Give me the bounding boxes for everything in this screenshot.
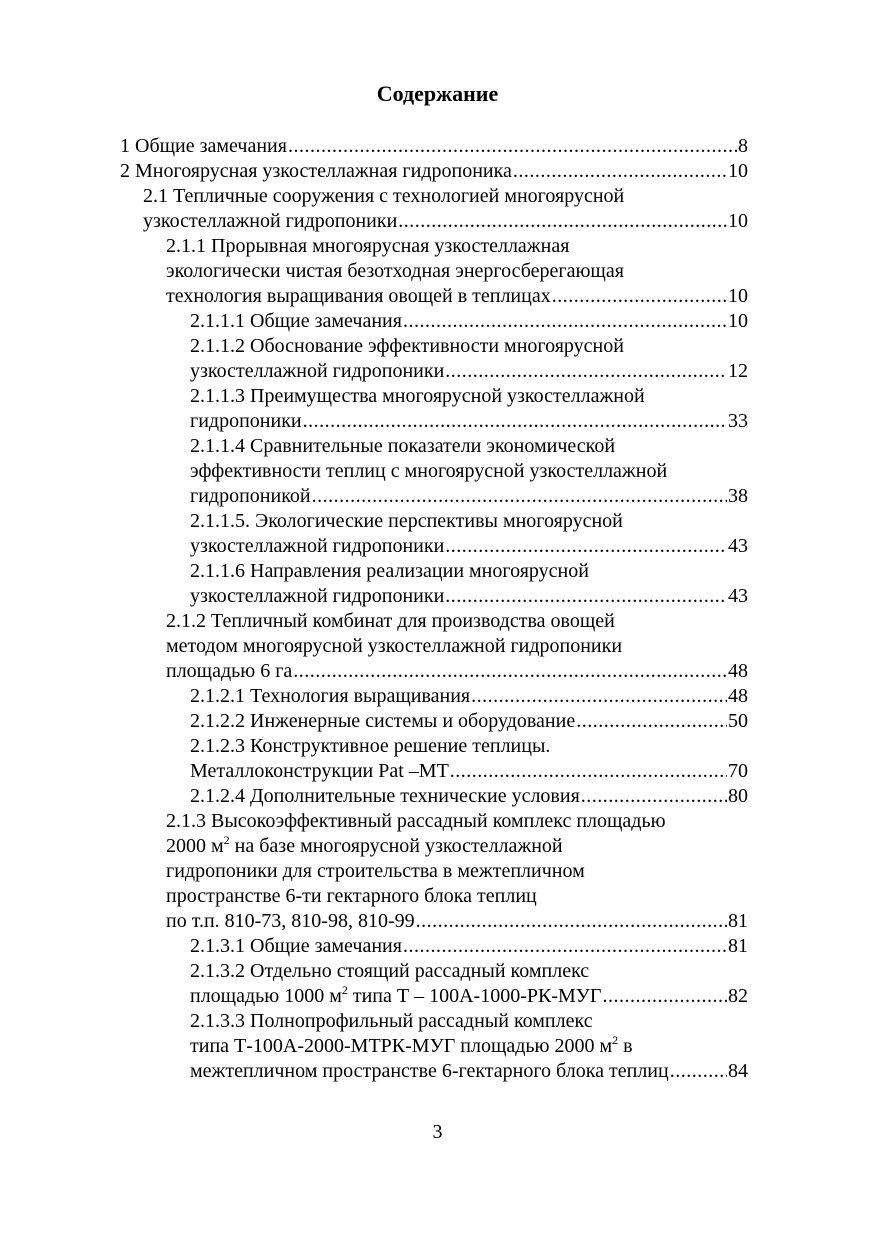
toc-entry-text: гидропоникой (190, 485, 311, 507)
toc-entry[interactable] (190, 434, 748, 509)
toc-entry-row (190, 584, 748, 609)
toc-entry-row (190, 684, 748, 709)
dot-leader (471, 684, 727, 709)
toc-entry-text: пространстве 6-ти гектарного блока теплиц (166, 885, 537, 907)
toc-entry-text: Металлоконструкции Pat –МТ (190, 760, 449, 782)
dot-leader (445, 359, 727, 384)
toc-entry-row (143, 209, 748, 234)
toc-entry-text: гидропоники для строительства в межтепличном (166, 860, 585, 882)
toc-entry-row (120, 159, 748, 184)
dot-leader (552, 284, 727, 309)
toc-entry-text: 2.1.1.4 Сравнительные показатели экономической (190, 435, 616, 457)
toc-entry[interactable] (120, 134, 748, 159)
dot-leader (576, 709, 727, 734)
toc-entry-text: по т.п. 810-73, 810-98, 810-99 (166, 910, 415, 932)
toc-entry-row (120, 134, 748, 159)
toc-entry-text: 1 Общие замечания (120, 135, 287, 157)
dot-leader (312, 484, 727, 509)
toc-entry[interactable] (190, 959, 748, 1009)
toc-entry-text: 2.1.2 Тепличный комбинат для производства овощей (166, 610, 615, 632)
toc-entry-row (166, 909, 748, 934)
toc-entry[interactable] (190, 734, 748, 784)
dot-leader (581, 784, 727, 809)
toc-entry-row (190, 1059, 748, 1084)
toc-entry-text: 2.1 Тепличные сооружения с технологией многоярусной (143, 185, 625, 207)
toc-entry-text: площадью 6 га (166, 660, 293, 682)
toc-entry[interactable] (190, 334, 748, 384)
toc-entry-row (190, 784, 748, 809)
toc-entry-row (190, 984, 748, 1009)
toc-entry-text: эффективности теплиц с многоярусной узкостеллажной (190, 460, 668, 482)
toc-entry-row (190, 484, 748, 509)
toc-entry[interactable] (166, 809, 748, 934)
toc-page-number: 10 (728, 310, 748, 332)
dot-leader (513, 159, 727, 184)
toc-entry-text: 2000 $м^2$ на базе многоярусной узкостеллажной (166, 833, 563, 857)
toc-page-number: 81 (728, 910, 748, 932)
toc-entry-text: экологически чистая безотходная энергосберегающая (166, 260, 624, 282)
toc-entry-text: 2.1.1 Прорывная многоярусная узкостеллажная (166, 235, 570, 257)
toc-entry-text: 2.1.1.1 Общие замечания (190, 310, 402, 332)
toc-page-number: 70 (728, 760, 748, 782)
toc-page-number: 10 (728, 160, 748, 182)
toc-entry-text: узкостеллажной гидропоники (143, 210, 398, 232)
dot-leader (670, 1059, 727, 1084)
toc-entry-text: 2.1.1.6 Направления реализации многоярусной (190, 560, 589, 582)
toc-entry-text: 2.1.1.5. Экологические перспективы многоярусной (190, 510, 623, 532)
toc-entry-row (166, 284, 748, 309)
toc-entry[interactable] (190, 509, 748, 559)
toc-entry-text: 2.1.1.3 Преимущества многоярусной узкостеллажной (190, 385, 645, 407)
toc-entry-text: 2.1.2.2 Инженерные системы и оборудование (190, 710, 576, 732)
toc-entry[interactable] (120, 159, 748, 184)
toc-page-number: 84 (728, 1060, 748, 1082)
toc-entry-text: узкостеллажной гидропоники (190, 360, 445, 382)
toc-entry[interactable] (190, 934, 748, 959)
toc-entry-text: 2.1.2.1 Технология выращивания (190, 685, 471, 707)
dot-leader (398, 209, 727, 234)
toc-entry[interactable] (143, 184, 748, 234)
toc-entry[interactable] (190, 709, 748, 734)
toc-page-number: 50 (728, 710, 748, 732)
toc-page-number: 82 (728, 985, 748, 1007)
page-title: Содержание (376, 81, 499, 106)
toc-entry-text: 2.1.3.2 Отдельно стоящий рассадный комплекс (190, 960, 590, 982)
toc-page-number: 10 (728, 285, 748, 307)
toc-entry-row (190, 534, 748, 559)
toc-entry-row (190, 309, 748, 334)
toc-entry-row (190, 359, 748, 384)
dot-leader (450, 759, 727, 784)
page-number: 3 (432, 1121, 443, 1143)
toc-entry[interactable] (190, 1009, 748, 1084)
dot-leader (416, 909, 727, 934)
toc-entry-text: узкостеллажной гидропоники (190, 535, 445, 557)
toc-page-number: 48 (728, 685, 748, 707)
dot-leader (403, 934, 727, 959)
dot-leader (293, 659, 727, 684)
dot-leader (303, 409, 727, 434)
toc-entry[interactable] (190, 784, 748, 809)
toc-entry-text: межтепличном пространстве 6-гектарного блока теплиц (190, 1060, 669, 1082)
toc-page-number: 8 (738, 135, 748, 157)
dot-leader (403, 309, 727, 334)
toc-page-number: 10 (728, 210, 748, 232)
toc-entry[interactable] (166, 234, 748, 309)
toc-entry-text: гидропоники (190, 410, 302, 432)
toc-entry-text: 2 Многоярусная узкостеллажная гидропоника (120, 160, 512, 182)
toc-entry-text: площадью 1000 $м^2$ типа Т – 100А-1000-РК-МУГ (190, 983, 602, 1007)
toc-entry-text: узкостеллажной гидропоники (190, 585, 445, 607)
toc-entry-row (190, 759, 748, 784)
dot-leader (603, 984, 728, 1009)
toc-page-number: 81 (728, 935, 748, 957)
toc-page-number: 48 (728, 660, 748, 682)
toc-entry-row (190, 934, 748, 959)
toc-entry-text: типа Т-100А-2000-МТРК-МУГ площадью 2000 $м^2$ в (190, 1033, 633, 1057)
dot-leader (445, 584, 727, 609)
toc-entry-text: 2.1.3.3 Полнопрофильный рассадный комплекс (190, 1010, 593, 1032)
toc-page-number: 43 (728, 535, 748, 557)
toc-entry-text: 2.1.2.3 Конструктивное решение теплицы. (190, 735, 551, 757)
toc-entry[interactable] (190, 384, 748, 434)
toc-page-number: 80 (728, 785, 748, 807)
toc-entry-row (190, 709, 748, 734)
toc-entry-text: технология выращивания овощей в теплицах (166, 285, 551, 307)
toc-entry[interactable] (166, 609, 748, 684)
toc-page-number: 33 (728, 410, 748, 432)
toc-page-number: 12 (728, 360, 748, 382)
toc-entry-text: 2.1.2.4 Дополнительные технические условия (190, 785, 580, 807)
toc-entry[interactable] (190, 684, 748, 709)
toc-entry-text: 2.1.3.1 Общие замечания (190, 935, 402, 957)
dot-leader (445, 534, 727, 559)
toc-entry[interactable] (190, 309, 748, 334)
dot-leader (288, 134, 737, 159)
toc-page-number: 38 (728, 485, 748, 507)
toc-page-number: 43 (728, 585, 748, 607)
toc-entry-text: 2.1.1.2 Обоснование эффективности многоярусной (190, 335, 624, 357)
toc-entry-text: 2.1.3 Высокоэффективный рассадный комплекс площадью (166, 810, 666, 832)
table-of-contents (0, 134, 875, 1084)
toc-entry-row (166, 659, 748, 684)
toc-entry-text: методом многоярусной узкостеллажной гидропоники (166, 635, 623, 657)
toc-entry-row (190, 409, 748, 434)
toc-entry[interactable] (190, 559, 748, 609)
